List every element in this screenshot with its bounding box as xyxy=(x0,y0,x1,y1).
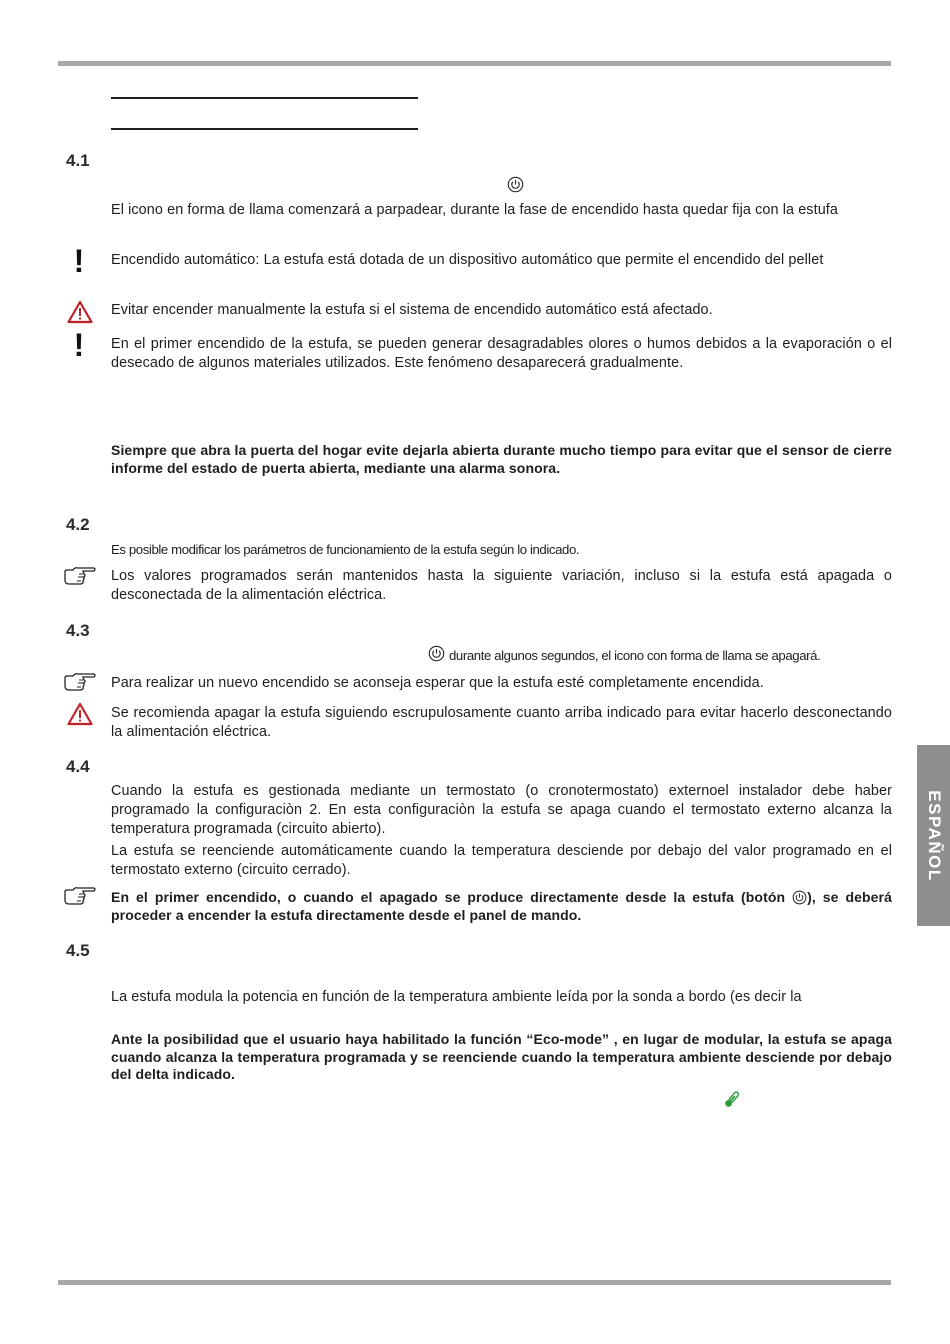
paragraph: Es posible modificar los parámetros de funcionamiento de la estufa según lo indicado. xyxy=(111,542,580,557)
bottom-rule xyxy=(58,1280,891,1285)
power-button-icon xyxy=(507,176,524,193)
language-tab-label: ESPAÑOL xyxy=(924,789,944,882)
section-number: 4.2 xyxy=(66,515,90,534)
exclamation-icon: ! xyxy=(73,243,85,279)
section-number: 4.5 xyxy=(66,941,90,960)
power-button-icon xyxy=(792,890,807,905)
paragraph: Evitar encender manualmente la estufa si el sistema de encendido automático está afectado. xyxy=(111,302,713,318)
paragraph-bold-part1: En el primer encendido, o cuando el apagado se produce directamente desde la estufa (botón xyxy=(111,889,786,905)
paragraph: Cuando la estufa es gestionada mediante un termostato (o cronotermostato) externoel instalador debe haber programado la configuraciòn 2. En esta configuraciòn la estufa se apaga cuando el termostato externo alcanza la temperatura programada (circuito abierto). xyxy=(111,783,892,837)
section-number: 4.3 xyxy=(66,621,90,640)
warning-triangle-icon xyxy=(67,300,93,324)
warning-triangle-icon xyxy=(67,702,93,726)
thermometer-icon xyxy=(722,1089,742,1109)
paragraph: En el primer encendido de la estufa, se pueden generar desagradables olores o humos debidos a la evaporación o el desecado de algunos materiales utilizados. Este fenómeno desaparecerá gradualmente. xyxy=(111,336,892,371)
paragraph: El icono en forma de llama comenzará a parpadear, durante la fase de encendido hasta quedar fija con la estufa xyxy=(111,202,838,218)
paragraph-bold xyxy=(111,889,892,924)
paragraph-bold-part2: ), se deberá proceder a encender la estufa directamente desde el panel de mando. xyxy=(111,889,892,923)
paragraph: durante algunos segundos, el icono con forma de llama se apagará. xyxy=(449,648,821,663)
paragraph: Los valores programados serán mantenidos hasta la siguiente variación, incluso si la estufa está apagada o desconectada de la alimentación eléctrica. xyxy=(111,568,892,603)
paragraph: Para realizar un nuevo encendido se aconseja esperar que la estufa esté completamente encendida. xyxy=(111,675,764,691)
heading-underline xyxy=(111,97,418,99)
paragraph: Encendido automático: La estufa está dotada de un dispositivo automático que permite el encendido del pellet xyxy=(111,252,824,268)
top-rule xyxy=(58,61,891,66)
paragraph: La estufa se reenciende automáticamente cuando la temperatura desciende por debajo del valor programado en el termostato externo (circuito cerrado). xyxy=(111,843,892,878)
section-number: 4.4 xyxy=(66,757,90,776)
pointing-hand-icon xyxy=(63,672,97,692)
section-number: 4.1 xyxy=(66,151,90,170)
heading-underline xyxy=(111,128,418,130)
paragraph-bold: Ante la posibilidad que el usuario haya habilitado la función “Eco-mode” , en lugar de modular, la estufa se apaga cuando alcanza la temperatura programada y se reenciende cuando la temperatura ambiente desciende por debajo del delta indicado. xyxy=(111,1031,892,1082)
power-button-icon xyxy=(428,645,445,662)
pointing-hand-icon xyxy=(63,886,97,906)
exclamation-icon: ! xyxy=(73,327,85,363)
pointing-hand-icon xyxy=(63,566,97,586)
paragraph-bold: Siempre que abra la puerta del hogar evite dejarla abierta durante mucho tiempo para evitar que el sensor de cierre informe del estado de puerta abierta, mediante una alarma sonora. xyxy=(111,442,892,476)
paragraph: La estufa modula la potencia en función de la temperatura ambiente leída por la sonda a bordo (es decir la xyxy=(111,989,802,1005)
language-tab xyxy=(917,745,950,926)
paragraph: Se recomienda apagar la estufa siguiendo escrupulosamente cuanto arriba indicado para evitar hacerlo desconectando la alimentación eléctrica. xyxy=(111,705,892,740)
